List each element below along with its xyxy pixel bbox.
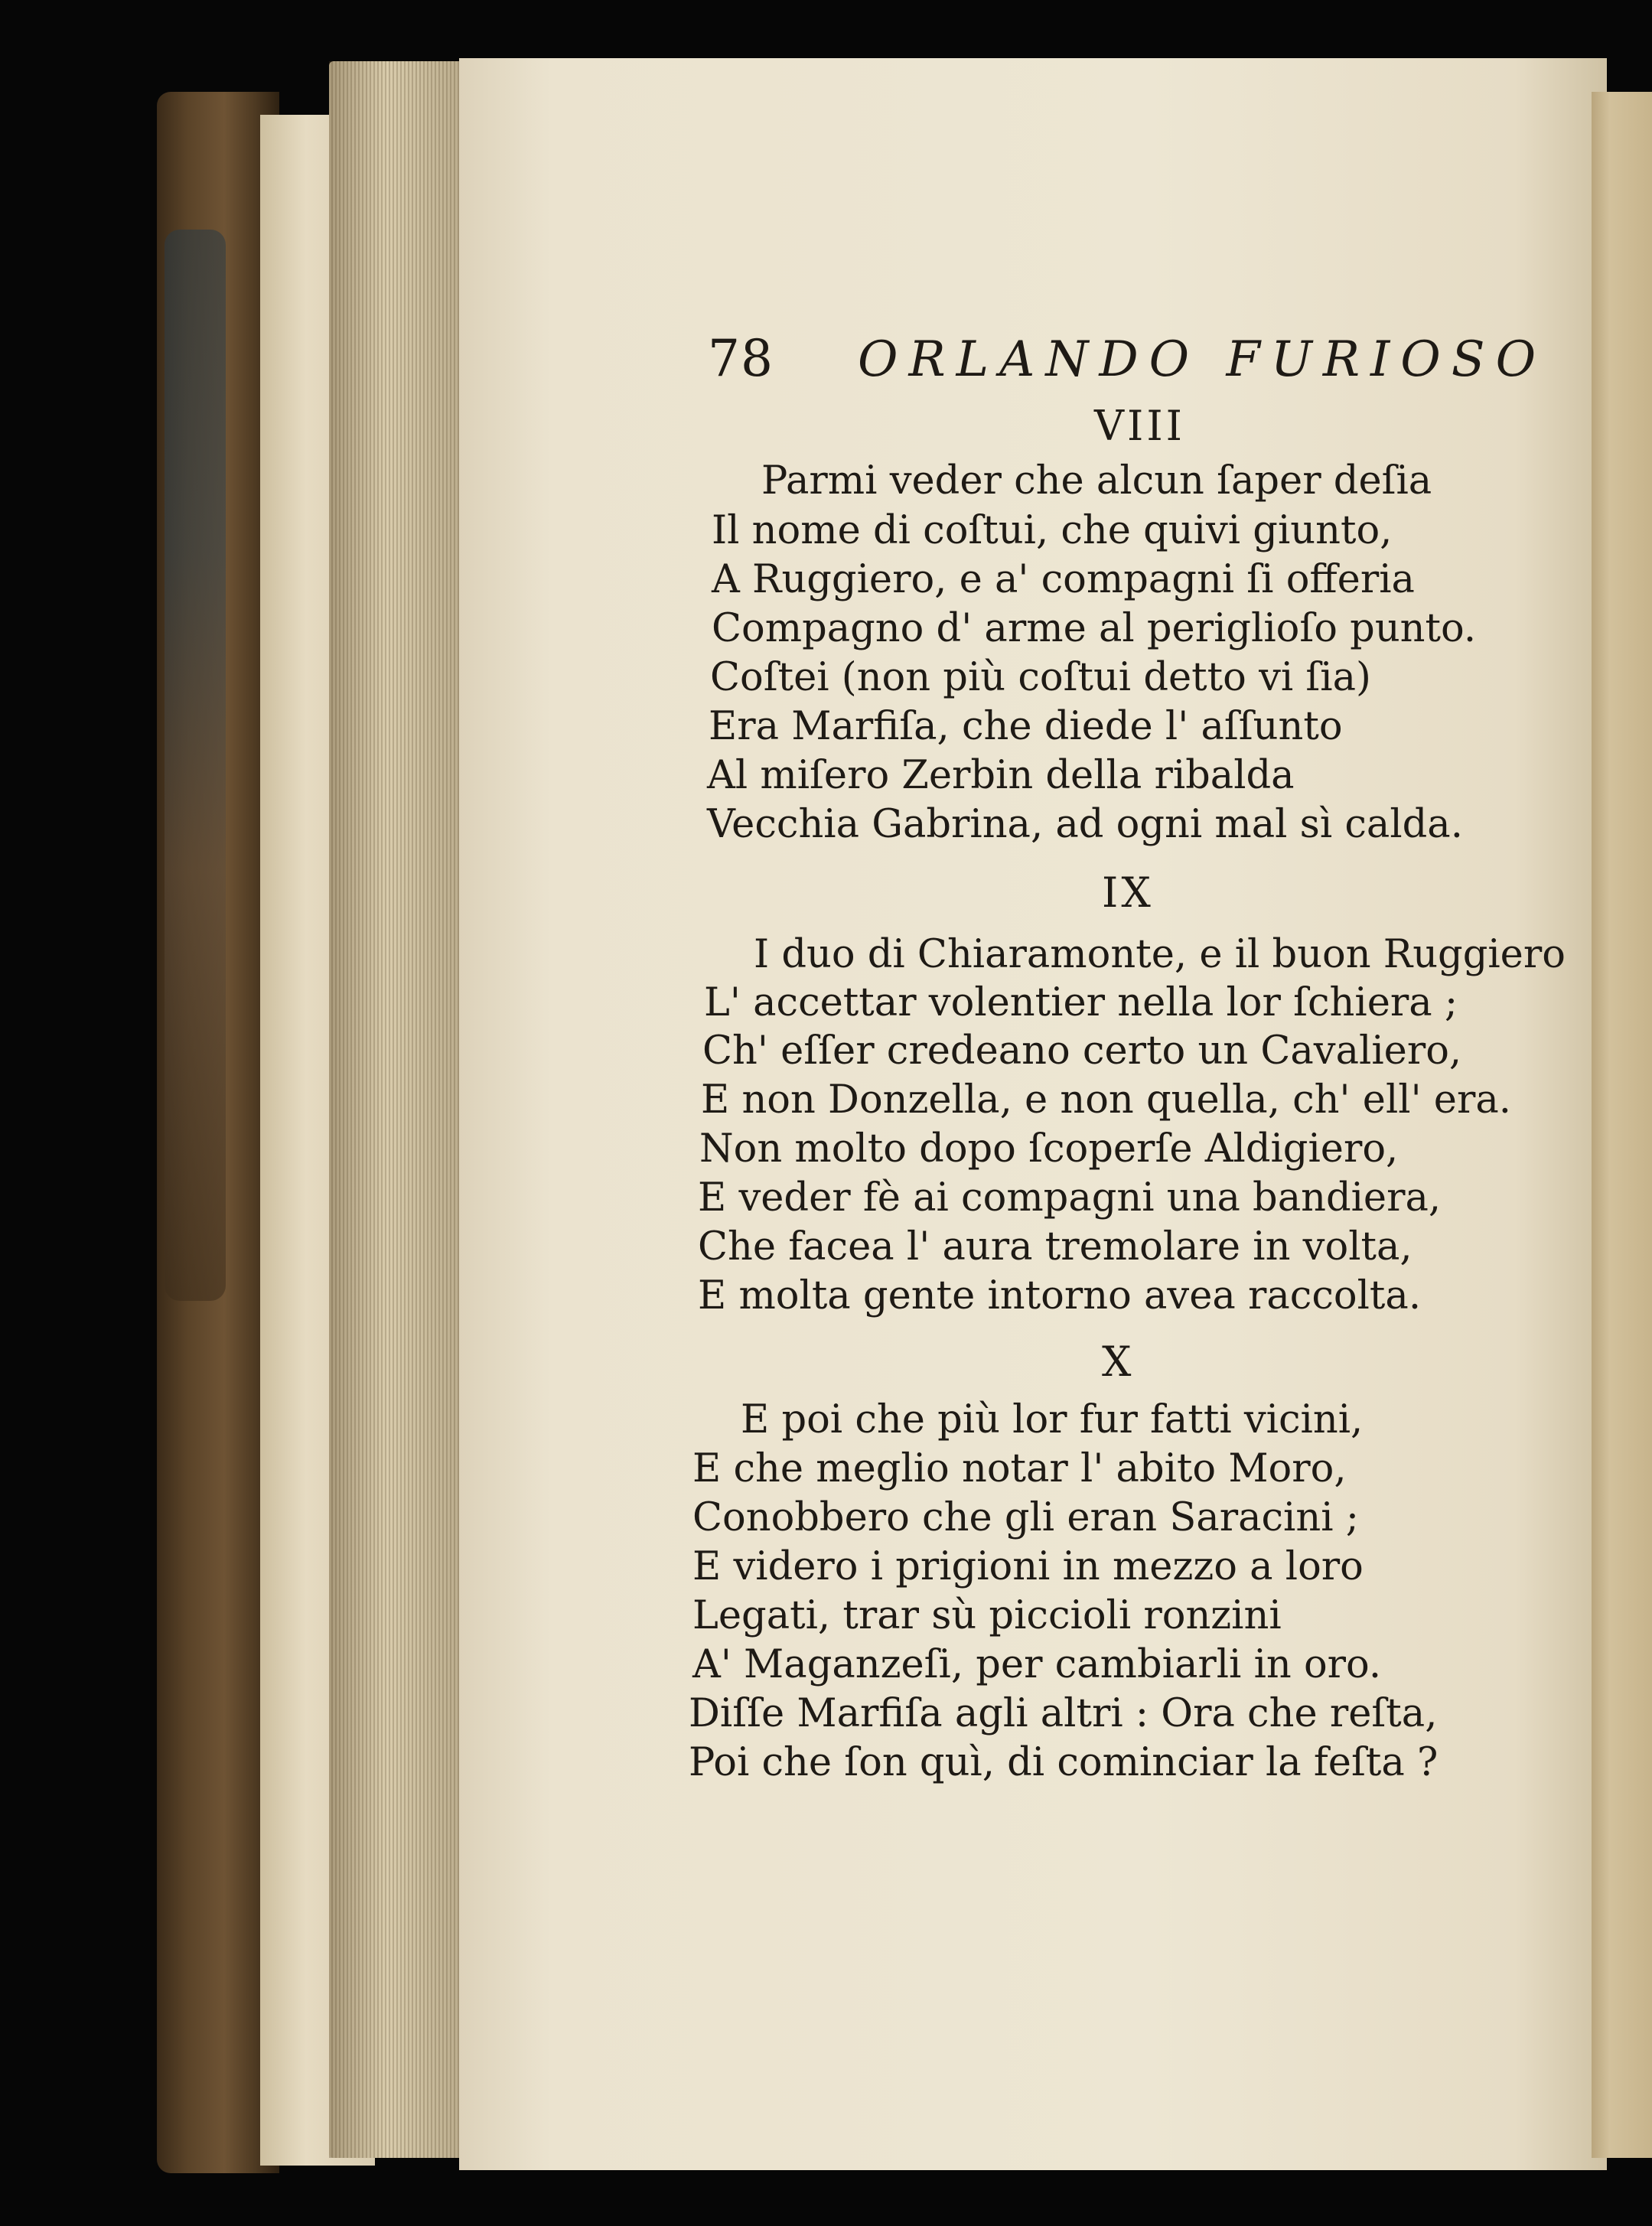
verse-line: A Ruggiero, e a' compagni ſi offeria: [712, 557, 1415, 602]
verse-line: Che facea l' aura tremolare in volta,: [698, 1224, 1413, 1269]
verse-line: Conobbero che gli eran Saracini ;: [692, 1495, 1359, 1540]
stanza-number-viii: VIII: [1094, 402, 1185, 450]
verse-line: Coſtei (non più coſtui detto vi ſia): [710, 655, 1371, 700]
verse-line: E poi che più lor fur fatti vicini,: [741, 1397, 1364, 1442]
verse-line: Era Marfiſa, che diede l' aſſunto: [709, 704, 1343, 749]
stanza-number-ix: IX: [1102, 869, 1154, 917]
verse-line: Parmi veder che alcun ſaper deſia: [761, 458, 1432, 504]
page-number: 78: [708, 329, 774, 388]
verse-line: I duo di Chiaramonte, e il buon Ruggiero: [754, 932, 1566, 977]
verse-line: Poi che ſon quì, di cominciar la feſta ?: [689, 1740, 1439, 1785]
verse-line: E che meglio notar l' abito Moro,: [692, 1446, 1347, 1491]
verse-line: Legati, trar sù piccioli ronzini: [692, 1593, 1282, 1638]
verse-line: Non molto dopo ſcoperſe Aldigiero,: [699, 1126, 1399, 1172]
stanza-number-x: X: [1102, 1338, 1135, 1386]
verse-line: Il nome di coſtui, che quivi giunto,: [712, 508, 1393, 553]
verse-line: E videro i prigioni in mezzo a loro: [692, 1544, 1364, 1589]
verse-line: E veder fè ai compagni una bandiera,: [698, 1175, 1442, 1221]
verse-line: E molta gente intorno avea raccolta.: [698, 1273, 1422, 1318]
running-head: [708, 329, 1547, 390]
verse-line: A' Maganzeſi, per cambiarli in oro.: [692, 1642, 1382, 1687]
verse-line: E non Donzella, e non quella, ch' ell' era.: [701, 1077, 1511, 1123]
verse-line: Ch' eſſer credeano certo un Cavaliero,: [702, 1028, 1462, 1074]
verse-line: Vecchia Gabrina, ad ogni mal sì calda.: [707, 802, 1463, 847]
verse-line: Compagno d' arme al periglioſo punto.: [712, 606, 1477, 651]
verse-line: Al miſero Zerbin della ribalda: [707, 753, 1295, 798]
verse-line: Diſſe Marfiſa agli altri : Ora che reſta,: [689, 1691, 1438, 1736]
book-title: ORLANDO FURIOSO: [857, 331, 1547, 388]
verse-line: L' accettar volentier nella lor ſchiera ;: [704, 980, 1458, 1025]
